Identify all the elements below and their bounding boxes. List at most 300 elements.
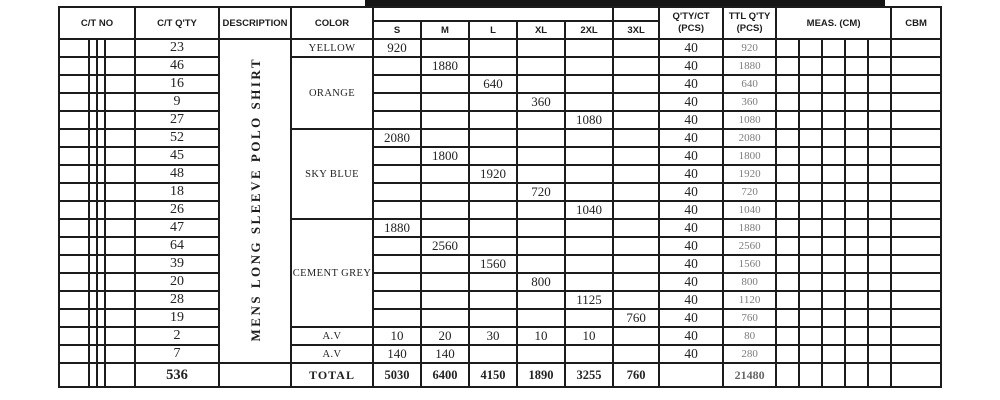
ct-no-cell [105,39,135,57]
ct-qty-cell: 20 [135,273,219,291]
ct-no-cell [59,309,89,327]
size-qty-cell: 140 [421,345,469,363]
total-qty-cell: 1560 [723,255,776,273]
qty-per-carton-cell: 40 [659,273,723,291]
measurement-cell [845,75,868,93]
ct-no-cell [97,75,105,93]
size-qty-cell [469,57,517,75]
size-qty-cell [613,345,659,363]
ct-no-cell [105,273,135,291]
size-qty-cell [565,165,613,183]
total-qty-cell: 1120 [723,291,776,309]
measurement-total-cell [799,363,822,387]
ct-no-cell [97,345,105,363]
size-qty-cell: 1125 [565,291,613,309]
cbm-cell [891,345,941,363]
ct-qty-cell: 48 [135,165,219,183]
ct-no-cell [105,111,135,129]
size-qty-cell [613,327,659,345]
measurement-cell [822,39,845,57]
measurement-cell [868,129,891,147]
ct-no-cell [59,129,89,147]
ct-no-cell [105,129,135,147]
ct-no-cell [89,39,97,57]
measurement-cell [799,345,822,363]
ct-qty-cell: 45 [135,147,219,165]
measurement-cell [845,345,868,363]
table-body [59,39,941,387]
qty-ct-label-line2: (PCS) [678,23,704,34]
col-header-qty-per-carton [659,7,723,39]
measurement-cell [822,237,845,255]
total-label-cell: TOTAL [291,363,373,387]
size-qty-cell [373,255,421,273]
measurement-cell [822,345,845,363]
ct-no-cell [59,273,89,291]
size-qty-cell [373,93,421,111]
measurement-cell [799,39,822,57]
measurement-cell [822,75,845,93]
measurement-cell [799,183,822,201]
qty-per-carton-cell: 40 [659,57,723,75]
measurement-cell [845,219,868,237]
size-qty-cell [565,273,613,291]
measurement-cell [776,147,799,165]
ct-no-cell [97,165,105,183]
measurement-cell [822,327,845,345]
size-qty-cell [565,129,613,147]
measurement-cell [845,237,868,255]
size-qty-cell [469,93,517,111]
table-row [59,201,941,219]
size-qty-cell [469,147,517,165]
cbm-total-cell [891,363,941,387]
ct-no-cell [105,147,135,165]
measurement-cell [845,147,868,165]
ct-qty-cell: 19 [135,309,219,327]
size-total-cell: 760 [613,363,659,387]
size-qty-cell [613,237,659,255]
measurement-cell [822,201,845,219]
ct-no-cell [105,237,135,255]
ct-qty-cell: 18 [135,183,219,201]
total-qty-cell: 760 [723,309,776,327]
ct-no-cell [97,201,105,219]
measurement-cell [845,93,868,111]
cbm-cell [891,129,941,147]
measurement-cell [776,237,799,255]
ct-no-cell [97,219,105,237]
ct-no-cell [89,201,97,219]
size-qty-cell [517,345,565,363]
size-qty-cell: 1080 [565,111,613,129]
total-qty-cell: 280 [723,345,776,363]
size-qty-cell [565,147,613,165]
ct-no-cell [59,291,89,309]
measurement-cell [776,255,799,273]
size-qty-cell [565,75,613,93]
size-qty-cell [421,273,469,291]
ct-no-cell [59,183,89,201]
size-qty-cell [565,183,613,201]
table-row [59,255,941,273]
measurement-cell [799,237,822,255]
packing-list-table [58,6,942,388]
ct-no-cell [89,255,97,273]
size-qty-cell [613,255,659,273]
measurement-cell [822,165,845,183]
measurement-cell [776,39,799,57]
ct-no-cell [97,237,105,255]
size-qty-cell [517,309,565,327]
measurement-cell [845,291,868,309]
col-header-total-qty [723,7,776,39]
size-qty-cell [565,237,613,255]
size-qty-cell [517,57,565,75]
qty-per-carton-cell: 40 [659,327,723,345]
ct-no-cell [89,291,97,309]
ct-no-total-cell [89,363,97,387]
col-header-measurement: MEAS. (CM) [776,7,891,39]
ct-no-cell [97,309,105,327]
ct-no-cell [105,75,135,93]
total-qty-cell: 920 [723,39,776,57]
size-qty-cell [565,57,613,75]
total-qty-cell: 1040 [723,201,776,219]
measurement-cell [776,327,799,345]
total-qty-cell: 1880 [723,57,776,75]
ct-no-cell [89,345,97,363]
size-qty-cell [421,93,469,111]
color-cell: SKY BLUE [291,129,373,219]
col-header-size-2xl: 2XL [565,21,613,39]
total-qty-cell: 1880 [723,219,776,237]
total-qty-cell: 800 [723,273,776,291]
ct-qty-cell: 16 [135,75,219,93]
measurement-cell [845,273,868,291]
ct-qty-cell: 46 [135,57,219,75]
size-qty-cell [517,201,565,219]
size-qty-cell [421,309,469,327]
measurement-cell [845,255,868,273]
col-header-size-l: L [469,21,517,39]
qty-per-carton-cell: 40 [659,93,723,111]
grand-total-qty-cell: 21480 [723,363,776,387]
qty-per-carton-cell: 40 [659,219,723,237]
description-vertical-text: MENS LONG SLEEVE POLO SHIRT [247,56,263,342]
measurement-cell [799,129,822,147]
measurement-cell [868,291,891,309]
measurement-cell [776,75,799,93]
size-qty-cell: 1880 [421,57,469,75]
ct-no-cell [59,75,89,93]
table-row [59,237,941,255]
measurement-cell [799,327,822,345]
measurement-cell [799,201,822,219]
qty-per-carton-cell: 40 [659,147,723,165]
size-qty-cell [517,111,565,129]
ct-qty-cell: 9 [135,93,219,111]
measurement-cell [799,57,822,75]
size-qty-cell [373,111,421,129]
measurement-cell [868,165,891,183]
size-group-band [373,7,613,21]
ct-no-cell [59,219,89,237]
ct-no-cell [97,255,105,273]
table-row [59,183,941,201]
qty-ct-label-line1: Q'TY/CT [672,11,710,23]
measurement-cell [868,183,891,201]
size-qty-cell [565,93,613,111]
size-qty-cell [421,111,469,129]
total-qty-cell: 1080 [723,111,776,129]
table-row [59,39,941,57]
ct-no-cell [97,183,105,201]
col-header-description: DESCRIPTION [219,7,291,39]
cbm-cell [891,201,941,219]
total-qty-cell: 360 [723,93,776,111]
ct-no-cell [105,219,135,237]
size-qty-cell [421,201,469,219]
size-qty-cell: 10 [565,327,613,345]
size-qty-cell: 2080 [373,129,421,147]
ct-no-cell [105,183,135,201]
ct-no-cell [105,291,135,309]
measurement-cell [868,255,891,273]
size-qty-cell: 140 [373,345,421,363]
measurement-cell [799,93,822,111]
measurement-cell [799,147,822,165]
cbm-cell [891,255,941,273]
size-qty-cell [373,237,421,255]
total-qty-cell: 2560 [723,237,776,255]
size-qty-cell [613,93,659,111]
measurement-cell [776,309,799,327]
ct-no-cell [59,39,89,57]
measurement-cell [776,273,799,291]
measurement-cell [822,129,845,147]
ct-no-cell [105,327,135,345]
ct-no-total-cell [59,363,89,387]
qty-per-carton-cell: 40 [659,345,723,363]
ct-no-cell [89,327,97,345]
measurement-cell [845,327,868,345]
description-total-cell [219,363,291,387]
total-qty-cell: 1920 [723,165,776,183]
qty-per-carton-cell: 40 [659,75,723,93]
measurement-cell [776,183,799,201]
qty-per-carton-cell: 40 [659,255,723,273]
size-qty-cell [517,237,565,255]
qty-per-carton-cell: 40 [659,111,723,129]
size-qty-cell [469,219,517,237]
measurement-cell [776,219,799,237]
measurement-cell [868,201,891,219]
cbm-cell [891,219,941,237]
measurement-cell [845,309,868,327]
size-qty-cell [613,219,659,237]
measurement-cell [845,39,868,57]
size-qty-cell [421,219,469,237]
size-qty-cell [421,291,469,309]
size-qty-cell: 20 [421,327,469,345]
size-qty-cell: 920 [373,39,421,57]
color-cell: A.V [291,345,373,363]
col-header-size-xl: XL [517,21,565,39]
measurement-cell [868,345,891,363]
ct-no-cell [97,111,105,129]
qty-per-carton-cell: 40 [659,291,723,309]
cbm-cell [891,147,941,165]
ct-no-cell [105,255,135,273]
cbm-cell [891,183,941,201]
ct-no-cell [59,147,89,165]
measurement-cell [822,57,845,75]
table-row [59,273,941,291]
ct-no-cell [97,57,105,75]
size-qty-cell: 1040 [565,201,613,219]
size-qty-cell: 1800 [421,147,469,165]
ct-qty-cell: 47 [135,219,219,237]
size-qty-cell [469,237,517,255]
measurement-cell [822,93,845,111]
size-qty-cell [469,273,517,291]
measurement-cell [799,309,822,327]
cbm-cell [891,273,941,291]
ct-no-cell [97,327,105,345]
ct-no-cell [97,291,105,309]
cbm-cell [891,291,941,309]
cbm-cell [891,111,941,129]
size-qty-cell: 1880 [373,219,421,237]
ct-no-total-cell [97,363,105,387]
ct-no-cell [59,327,89,345]
size-qty-cell [565,219,613,237]
measurement-cell [868,57,891,75]
measurement-total-cell [868,363,891,387]
size-qty-cell [469,345,517,363]
size-qty-cell [613,57,659,75]
size-qty-cell [613,183,659,201]
qty-per-carton-total-cell [659,363,723,387]
cbm-cell [891,309,941,327]
ct-qty-total-cell: 536 [135,363,219,387]
ttl-qty-label-line1: TTL Q'TY [728,11,771,23]
size-qty-cell: 10 [373,327,421,345]
size-qty-cell [421,183,469,201]
size-qty-cell: 360 [517,93,565,111]
ct-no-cell [105,93,135,111]
measurement-cell [845,129,868,147]
ct-no-cell [59,237,89,255]
ct-no-cell [105,201,135,219]
measurement-cell [822,111,845,129]
size-qty-cell [517,75,565,93]
qty-per-carton-cell: 40 [659,165,723,183]
measurement-cell [868,237,891,255]
size-qty-cell [421,39,469,57]
qty-per-carton-cell: 40 [659,39,723,57]
size-qty-cell [373,75,421,93]
cbm-cell [891,93,941,111]
size-total-cell: 6400 [421,363,469,387]
table-row [59,165,941,183]
measurement-cell [799,165,822,183]
ct-no-cell [59,165,89,183]
size-qty-cell: 640 [469,75,517,93]
size-qty-cell [613,147,659,165]
table-row [59,345,941,363]
table-row [59,57,941,75]
measurement-cell [868,309,891,327]
ct-no-cell [105,345,135,363]
size-qty-cell: 1560 [469,255,517,273]
size-qty-cell [421,165,469,183]
size-qty-cell [421,129,469,147]
measurement-cell [868,93,891,111]
measurement-cell [868,147,891,165]
size-qty-cell [517,39,565,57]
size-qty-cell [613,201,659,219]
measurement-cell [822,255,845,273]
table-row [59,219,941,237]
table-row [59,129,941,147]
ct-qty-cell: 26 [135,201,219,219]
table-row [59,75,941,93]
measurement-cell [776,345,799,363]
measurement-cell [799,291,822,309]
measurement-cell [822,147,845,165]
measurement-cell [822,291,845,309]
measurement-cell [799,75,822,93]
measurement-total-cell [776,363,799,387]
ct-no-cell [59,57,89,75]
size-total-cell: 4150 [469,363,517,387]
size-qty-cell [517,255,565,273]
measurement-cell [776,57,799,75]
size-qty-cell [613,129,659,147]
total-qty-cell: 2080 [723,129,776,147]
total-row [59,363,941,387]
qty-per-carton-cell: 40 [659,129,723,147]
size-qty-cell: 800 [517,273,565,291]
cbm-cell [891,57,941,75]
ct-no-cell [89,165,97,183]
ct-qty-cell: 2 [135,327,219,345]
table-row [59,147,941,165]
total-qty-cell: 80 [723,327,776,345]
ct-qty-cell: 7 [135,345,219,363]
ct-qty-cell: 64 [135,237,219,255]
size-qty-cell: 10 [517,327,565,345]
table-row [59,111,941,129]
size-qty-cell [421,75,469,93]
measurement-cell [822,273,845,291]
ct-no-cell [89,93,97,111]
measurement-cell [845,57,868,75]
measurement-cell [868,273,891,291]
col-header-color: COLOR [291,7,373,39]
col-header-ct-no: C/T NO [59,7,135,39]
size-qty-cell: 760 [613,309,659,327]
ct-no-cell [89,237,97,255]
size-qty-cell [373,57,421,75]
qty-per-carton-cell: 40 [659,237,723,255]
size-qty-cell [469,129,517,147]
ct-no-cell [89,309,97,327]
ct-qty-cell: 28 [135,291,219,309]
ct-qty-cell: 52 [135,129,219,147]
